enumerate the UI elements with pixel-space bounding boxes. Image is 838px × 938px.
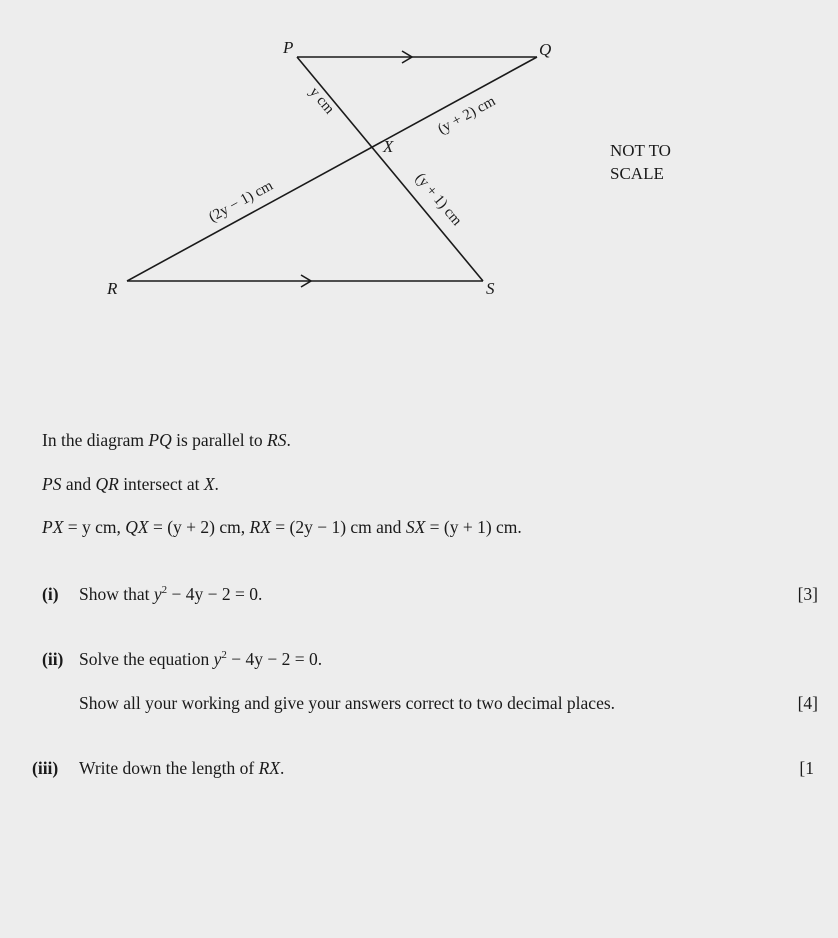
- question-2-prompt: Solve the equation $y^2 - 4y - 2 = 0$.: [79, 649, 323, 669]
- question-3-prompt: Write down the length of RX.: [79, 758, 285, 778]
- edge-label-px: y cm: [305, 84, 338, 118]
- parallel-lines-diagram: [0, 0, 838, 340]
- not-to-scale-line-2: SCALE: [610, 164, 664, 183]
- point-q-label: Q: [539, 40, 552, 59]
- edge-label-qx: (y + 2) cm: [435, 93, 499, 138]
- edge-label-sx: (y + 1) cm: [411, 170, 465, 229]
- segment-ps: [297, 57, 483, 281]
- segment-qr: [127, 57, 537, 281]
- point-r-label: R: [107, 279, 118, 298]
- question-2-instruction: Show all your working and give your answers correct to two decimal places.: [79, 693, 616, 713]
- point-x-label: X: [383, 137, 394, 156]
- question-3-marks: [1: [799, 758, 814, 778]
- edge-label-rx: (2y − 1) cm: [206, 177, 276, 226]
- intersect-statement: PS and QR intersect at X.: [42, 474, 219, 494]
- question-1-number: (i): [42, 584, 59, 604]
- lengths-statement: PX = y cm, QX = (y + 2) cm, RX = (2y − 1) cm and SX = (y + 1) cm.: [42, 517, 522, 537]
- intro-statement: In the diagram PQ is parallel to RS.: [42, 430, 291, 450]
- question-2-marks: [4]: [797, 693, 818, 713]
- point-s-label: S: [486, 279, 495, 298]
- point-p-label: P: [283, 38, 294, 57]
- question-3-number: (iii): [32, 758, 59, 778]
- question-1-marks: [3]: [797, 584, 818, 604]
- not-to-scale-line-1: NOT TO: [610, 141, 671, 160]
- question-1-prompt: Show that $y^2 - 4y - 2 = 0$.: [79, 584, 263, 604]
- question-2-number: (ii): [42, 649, 64, 669]
